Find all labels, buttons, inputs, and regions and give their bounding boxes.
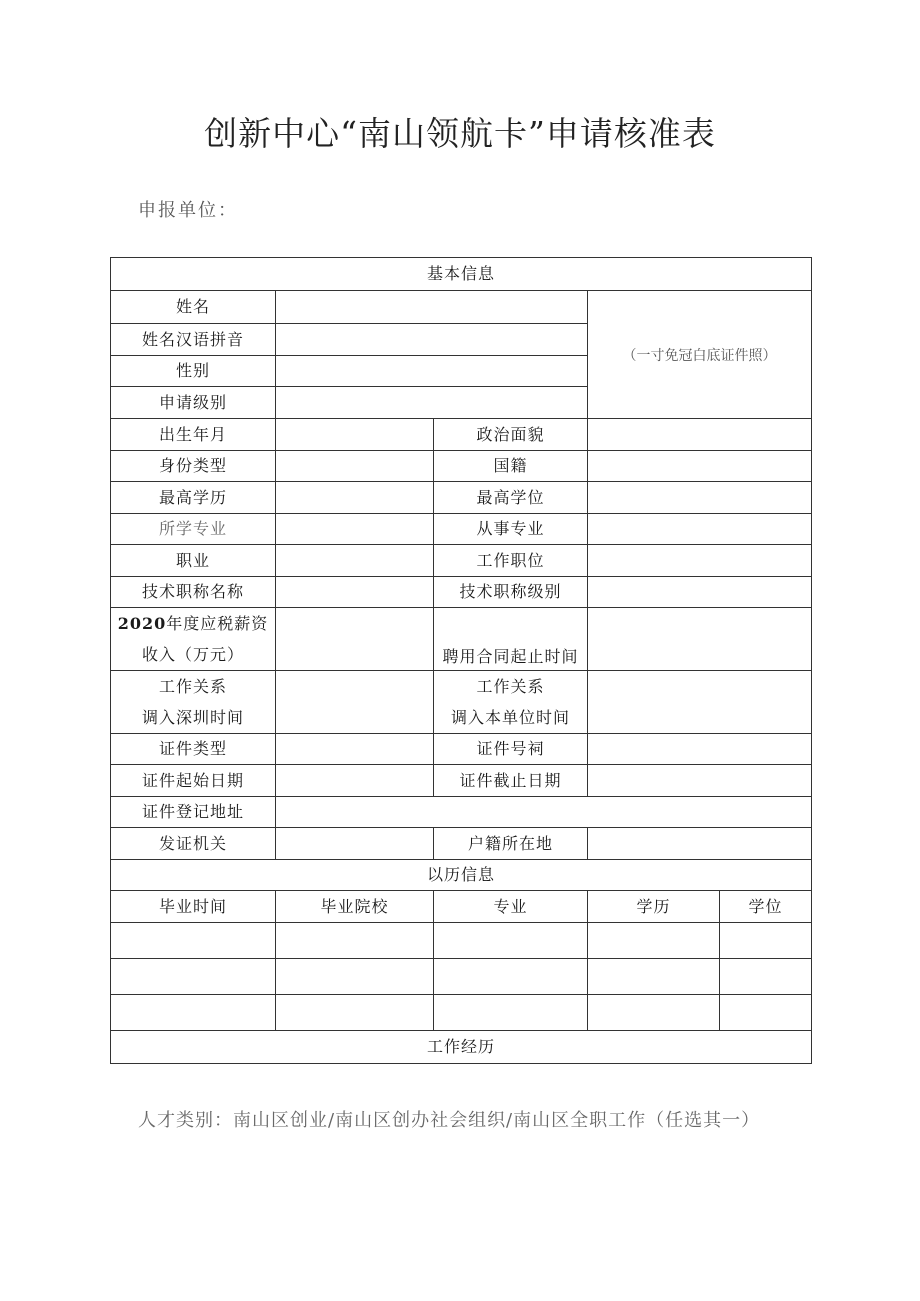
edu-cell[interactable] xyxy=(588,959,720,995)
input-name[interactable] xyxy=(276,291,588,324)
label-transfer-sz-line1: 工作关系 xyxy=(158,677,227,696)
section-work-experience: 工作经历 xyxy=(111,1031,812,1064)
input-major-studied[interactable] xyxy=(276,514,434,545)
edu-cell[interactable] xyxy=(434,959,588,995)
label-apply-level: 申请级别 xyxy=(111,387,276,419)
input-identity-type[interactable] xyxy=(276,451,434,482)
label-major-studied: 所学专业 xyxy=(111,514,276,545)
label-highest-degree: 最高学位 xyxy=(434,482,588,514)
label-transfer-sz-line2: 调入深圳时间 xyxy=(141,708,244,727)
label-issuer: 发证机关 xyxy=(111,828,276,860)
edu-header-school: 毕业院校 xyxy=(276,891,434,923)
input-birth[interactable] xyxy=(276,419,434,451)
input-cert-end[interactable] xyxy=(588,765,812,797)
edu-cell[interactable] xyxy=(434,995,588,1031)
input-title-name[interactable] xyxy=(276,577,434,608)
input-cert-type[interactable] xyxy=(276,734,434,765)
label-name-pinyin: 姓名汉语拼音 xyxy=(111,324,276,356)
label-cert-number: 证件号祠 xyxy=(434,734,588,765)
label-contract-period: 聘用合同起止时间 xyxy=(434,608,588,671)
input-nationality[interactable] xyxy=(588,451,812,482)
photo-note: （一寸免冠白底证件照） xyxy=(622,347,777,364)
label-cert-end: 证件截止日期 xyxy=(434,765,588,797)
label-identity-type: 身份类型 xyxy=(111,451,276,482)
edu-cell[interactable] xyxy=(111,923,276,959)
declaring-unit-label: 申报单位： xyxy=(138,200,238,221)
photo-box[interactable] xyxy=(588,291,812,419)
input-cert-number[interactable] xyxy=(588,734,812,765)
section-education-info: 以历信息 xyxy=(111,860,812,891)
input-transfer-sz[interactable] xyxy=(276,671,434,734)
input-cert-address[interactable] xyxy=(276,797,812,828)
edu-cell[interactable] xyxy=(434,923,588,959)
talent-category-note: 人才类别：南山区创业/南山区创办社会组织/南山区全职工作（任选其一） xyxy=(138,1110,761,1131)
input-gender[interactable] xyxy=(276,356,588,387)
label-transfer-unit-line1: 工作关系 xyxy=(476,677,545,696)
label-transfer-unit xyxy=(434,671,588,734)
edu-cell[interactable] xyxy=(720,995,812,1031)
input-issuer[interactable] xyxy=(276,828,434,860)
input-highest-edu[interactable] xyxy=(276,482,434,514)
edu-cell[interactable] xyxy=(588,923,720,959)
label-title-level: 技术职称级别 xyxy=(434,577,588,608)
edu-cell[interactable] xyxy=(111,959,276,995)
input-cert-start[interactable] xyxy=(276,765,434,797)
label-cert-start: 证件起始日期 xyxy=(111,765,276,797)
label-income-line2: 收入（万元） xyxy=(141,645,244,664)
label-gender: 性别 xyxy=(111,356,276,387)
income-year: 2020 xyxy=(117,614,167,633)
label-cert-type: 证件类型 xyxy=(111,734,276,765)
edu-cell[interactable] xyxy=(588,995,720,1031)
input-highest-degree[interactable] xyxy=(588,482,812,514)
label-political: 政治面貌 xyxy=(434,419,588,451)
input-title-level[interactable] xyxy=(588,577,812,608)
edu-header-education: 学历 xyxy=(588,891,720,923)
label-major-engaged: 从事专业 xyxy=(434,514,588,545)
label-nationality: 国籍 xyxy=(434,451,588,482)
edu-cell[interactable] xyxy=(276,959,434,995)
label-hukou: 户籍所在地 xyxy=(434,828,588,860)
edu-cell[interactable] xyxy=(276,923,434,959)
edu-header-degree: 学位 xyxy=(720,891,812,923)
label-highest-edu: 最高学历 xyxy=(111,482,276,514)
label-cert-address: 证件登记地址 xyxy=(111,797,276,828)
income-line1-text: 年度应税薪资 xyxy=(166,614,269,633)
input-political[interactable] xyxy=(588,419,812,451)
label-job-position: 工作职位 xyxy=(434,545,588,577)
label-title-name: 技术职称名称 xyxy=(111,577,276,608)
edu-cell[interactable] xyxy=(720,923,812,959)
input-major-engaged[interactable] xyxy=(588,514,812,545)
input-transfer-unit[interactable] xyxy=(588,671,812,734)
input-name-pinyin[interactable] xyxy=(276,324,588,356)
edu-cell[interactable] xyxy=(720,959,812,995)
label-birth: 出生年月 xyxy=(111,419,276,451)
page-title: 创新中心“南山领航卡”申请核准表 xyxy=(204,114,716,153)
input-hukou[interactable] xyxy=(588,828,812,860)
label-name: 姓名 xyxy=(111,291,276,324)
label-income-line1 xyxy=(111,608,275,639)
edu-header-major: 专业 xyxy=(434,891,588,923)
input-income[interactable] xyxy=(276,608,434,671)
label-income xyxy=(111,608,276,671)
label-transfer-unit-line2: 调入本单位时间 xyxy=(450,708,570,727)
edu-cell[interactable] xyxy=(111,995,276,1031)
application-form-table xyxy=(110,257,812,1064)
label-transfer-sz xyxy=(111,671,276,734)
input-occupation[interactable] xyxy=(276,545,434,577)
input-contract-period[interactable] xyxy=(588,608,812,671)
label-occupation: 职业 xyxy=(111,545,276,577)
input-job-position[interactable] xyxy=(588,545,812,577)
input-apply-level[interactable] xyxy=(276,387,588,419)
edu-header-grad-time: 毕业时间 xyxy=(111,891,276,923)
edu-cell[interactable] xyxy=(276,995,434,1031)
section-basic-info: 基本信息 xyxy=(111,258,812,291)
